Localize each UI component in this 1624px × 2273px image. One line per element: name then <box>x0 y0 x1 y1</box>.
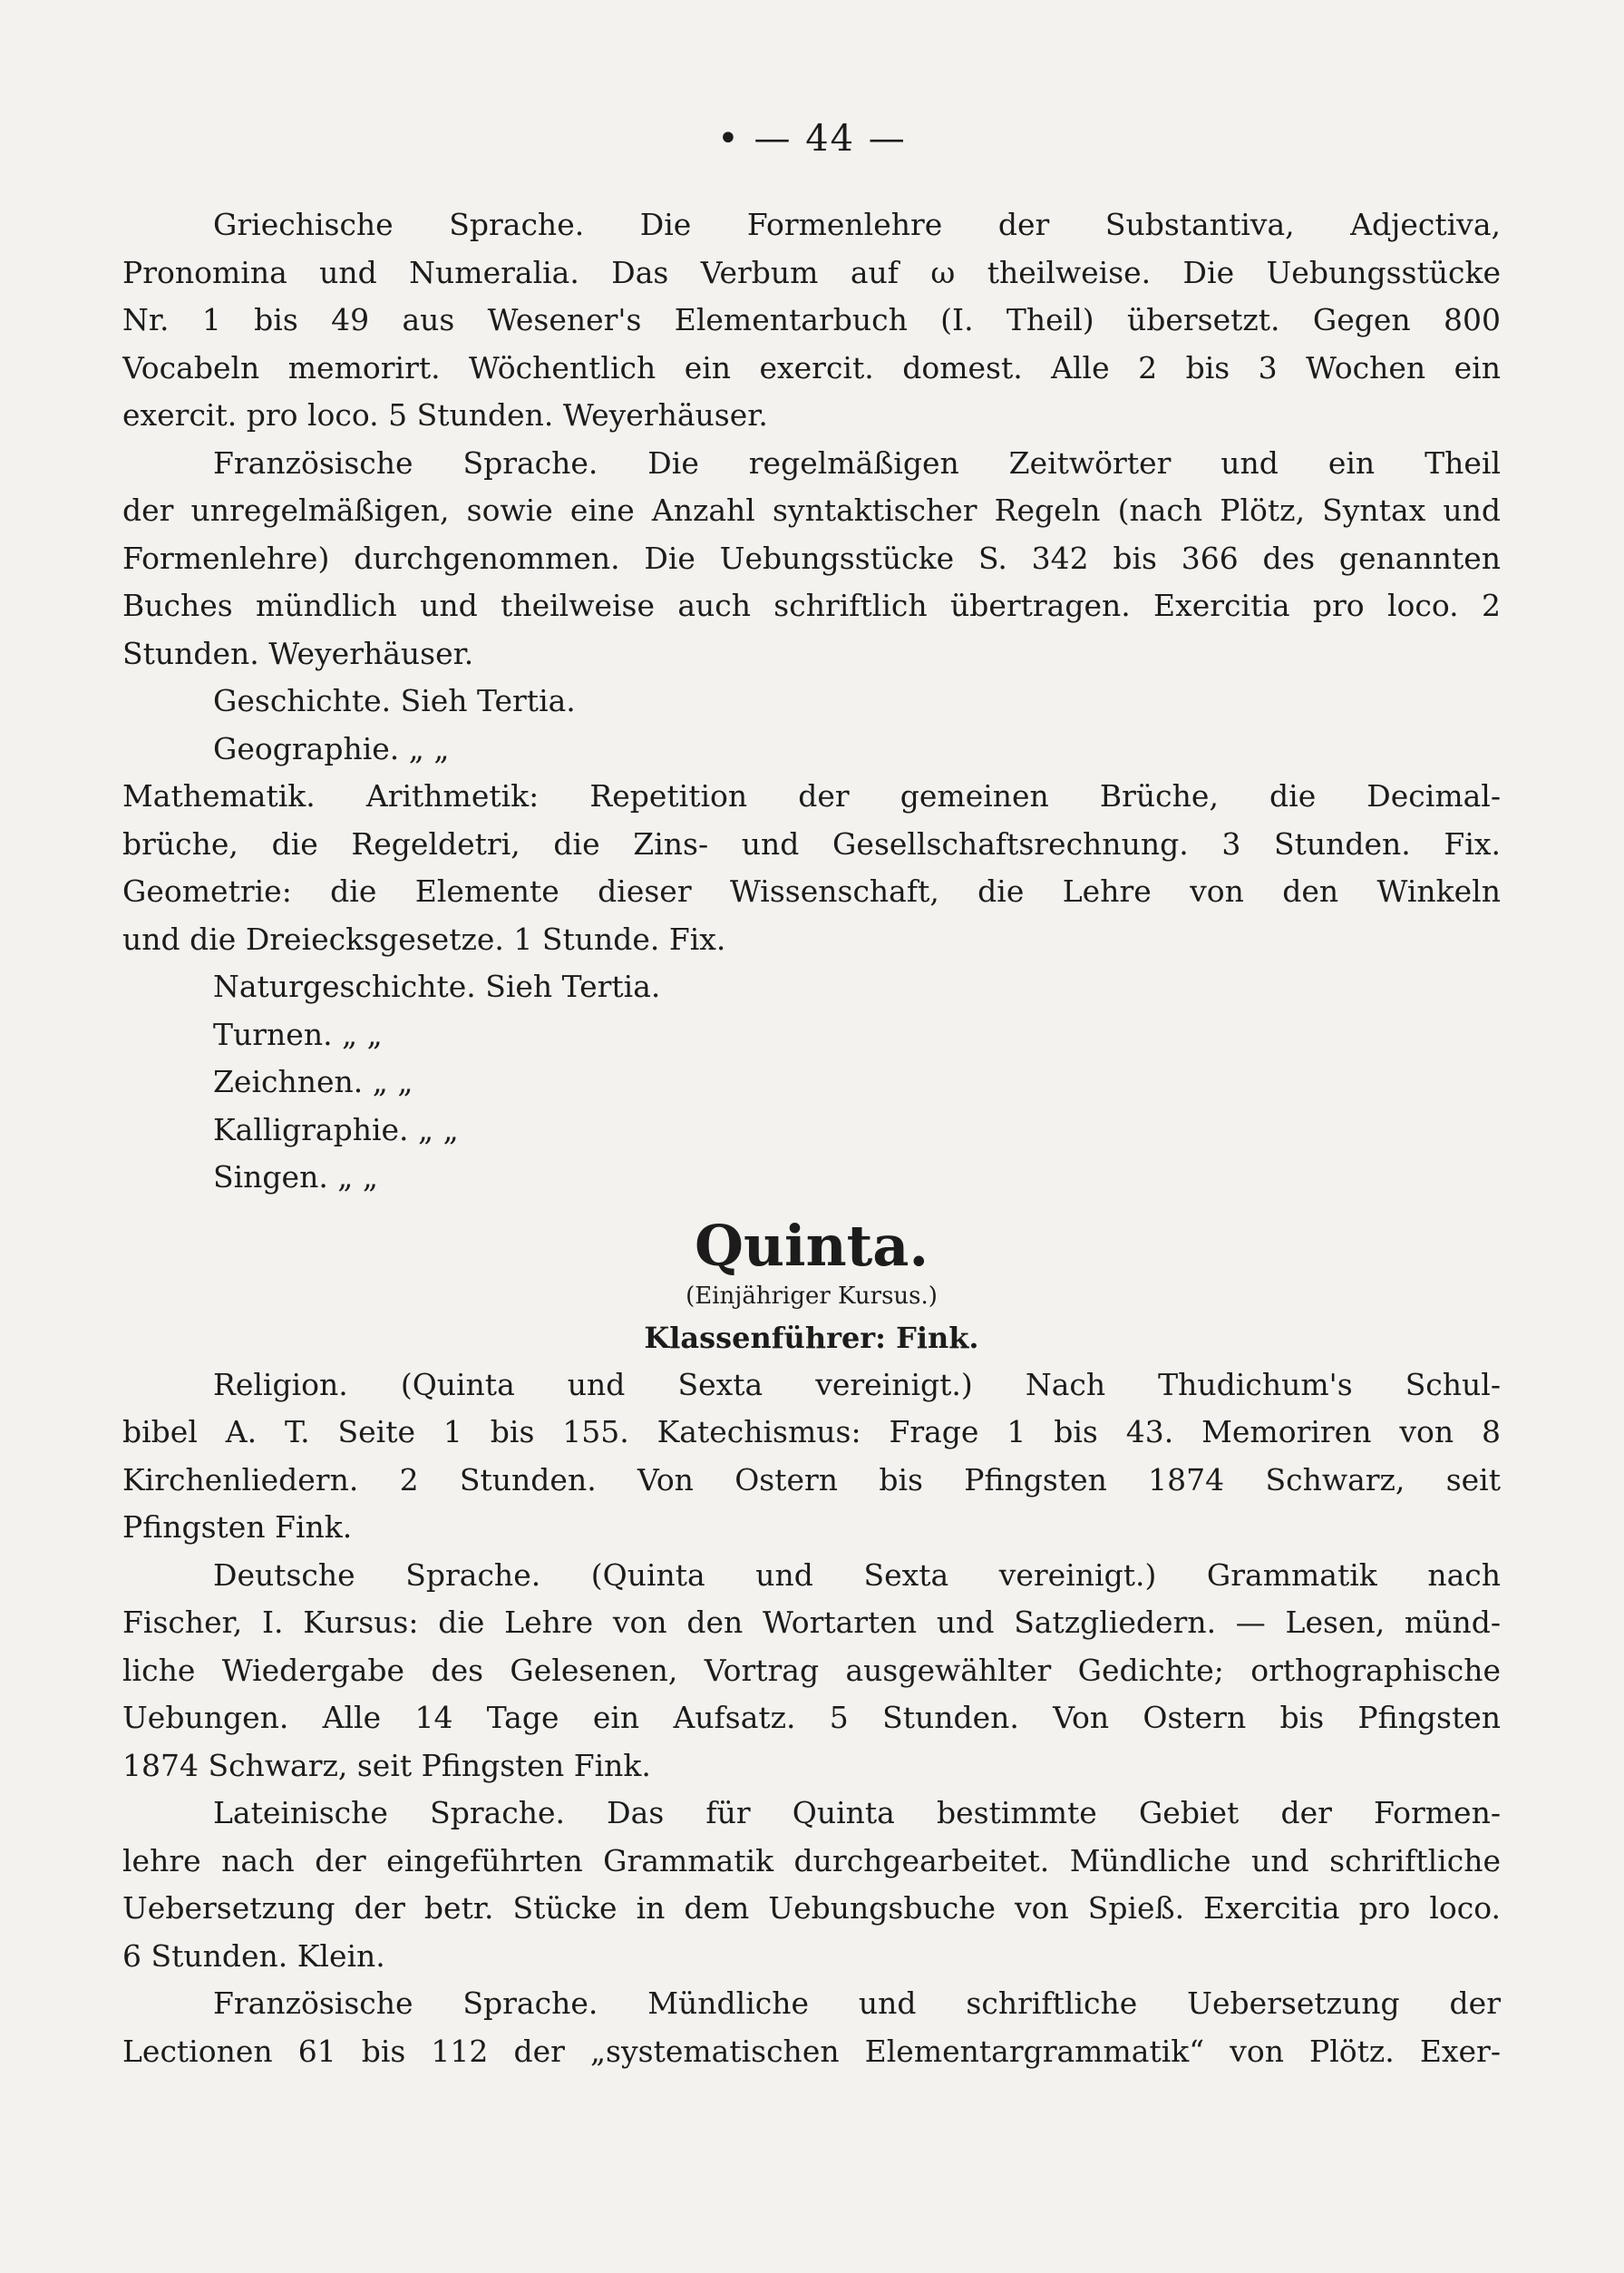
text-line: Lectionen 61 bis 112 der „systematischen Elementargrammatik“ von Plötz. Exer- <box>122 2033 1501 2069</box>
text-line: Stunden. Weyerhäuser. <box>122 635 474 671</box>
text-line: Turnen. „ „ <box>213 1016 383 1052</box>
text-line: exercit. pro loco. 5 Stunden. Weyerhäuser. <box>122 397 768 433</box>
text-line: 6 Stunden. Klein. <box>122 1937 385 1974</box>
text-line: Kalligraphie. „ „ <box>213 1111 459 1147</box>
text-line: Geschichte. Sieh Tertia. <box>213 683 576 718</box>
text-line: Fischer, I. Kursus: die Lehre von den Wortarten und Satzgliedern. — Lesen, münd- <box>122 1605 1501 1640</box>
text-line: Buches mündlich und theilweise auch schriftlich übertragen. Exercitia pro loco. 2 <box>122 588 1501 623</box>
text-line: bibel A. T. Seite 1 bis 155. Katechismus: Frage 1 bis 43. Memoriren von 8 <box>122 1414 1501 1449</box>
text-line: lehre nach der eingeführten Grammatik durchgearbeitet. Mündliche und schriftliche <box>122 1842 1501 1878</box>
text-line: Lateinische Sprache. Das für Quinta bestimmte Gebiet der Formen- <box>213 1795 1501 1830</box>
text-line: brüche, die Regeldetri, die Zins- und Gesellschaftsrechnung. 3 Stunden. Fix. <box>122 825 1501 862</box>
text-line: Mathematik. Arithmetik: Repetition der gemeinen Brüche, die Decimal- <box>122 778 1501 814</box>
text-line: Singen. „ „ <box>213 1159 378 1195</box>
text-block-quinta <box>122 1361 1501 2076</box>
text-line: Nr. 1 bis 49 aus Wesener's Elementarbuch (I. Theil) übersetzt. Gegen 800 <box>122 302 1501 337</box>
section-subtitle: (Einjähriger Kursus.) <box>686 1282 938 1310</box>
text-block-sekunda-end <box>122 201 1501 1202</box>
text-line: und die Dreiecksgesetze. 1 Stunde. Fix. <box>122 921 726 957</box>
text-line: Zeichnen. „ „ <box>213 1064 413 1099</box>
text-line: Formenlehre) durchgenommen. Die Uebungsstücke S. 342 bis 366 des genannten <box>122 540 1501 576</box>
text-line: Vocabeln memorirt. Wöchentlich ein exercit. domest. Alle 2 bis 3 Wochen ein <box>122 349 1501 385</box>
text-line: Religion. (Quinta und Sexta vereinigt.) Nach Thudichum's Schul- <box>213 1366 1501 1402</box>
text-line: Französische Sprache. Die regelmäßigen Zeitwörter und ein Theil <box>213 444 1501 481</box>
text-line: Pfingsten Fink. <box>122 1509 353 1545</box>
text-line: Französische Sprache. Mündliche und schriftliche Uebersetzung der <box>213 1985 1501 2021</box>
section-heading: Quinta. <box>694 1212 929 1279</box>
text-line: der unregelmäßigen, sowie eine Anzahl syntaktischer Regeln (nach Plötz, Syntax und <box>122 493 1501 528</box>
text-line: Uebungen. Alle 14 Tage ein Aufsatz. 5 Stunden. Von Ostern bis Pfingsten <box>122 1700 1501 1735</box>
text-line: Naturgeschichte. Sieh Tertia. <box>213 969 661 1004</box>
class-leader: Klassenführer: Fink. <box>644 1320 979 1355</box>
text-line: Geographie. „ „ <box>213 730 450 766</box>
text-line: Uebersetzung der betr. Stücke in dem Uebungsbuche von Spieß. Exercitia pro loco. <box>122 1890 1501 1926</box>
text-line: 1874 Schwarz, seit Pfingsten Fink. <box>122 1747 651 1783</box>
text-line: liche Wiedergabe des Gelesenen, Vortrag ausgewählter Gedichte; orthographische <box>122 1652 1501 1688</box>
text-line: Deutsche Sprache. (Quinta und Sexta vereinigt.) Grammatik nach <box>213 1556 1501 1593</box>
text-line: Griechische Sprache. Die Formenlehre der Substantiva, Adjectiva, <box>213 207 1501 242</box>
text-line: Kirchenliedern. 2 Stunden. Von Ostern bis Pfingsten 1874 Schwarz, seit <box>122 1461 1501 1497</box>
body-text <box>122 201 1501 2075</box>
text-line: Pronomina und Numeralia. Das Verbum auf ω theilweise. Die Uebungsstücke <box>122 254 1501 290</box>
text-line: Geometrie: die Elemente dieser Wissenschaft, die Lehre von den Winkeln <box>122 873 1501 909</box>
page-number: • — 44 — <box>717 118 907 160</box>
